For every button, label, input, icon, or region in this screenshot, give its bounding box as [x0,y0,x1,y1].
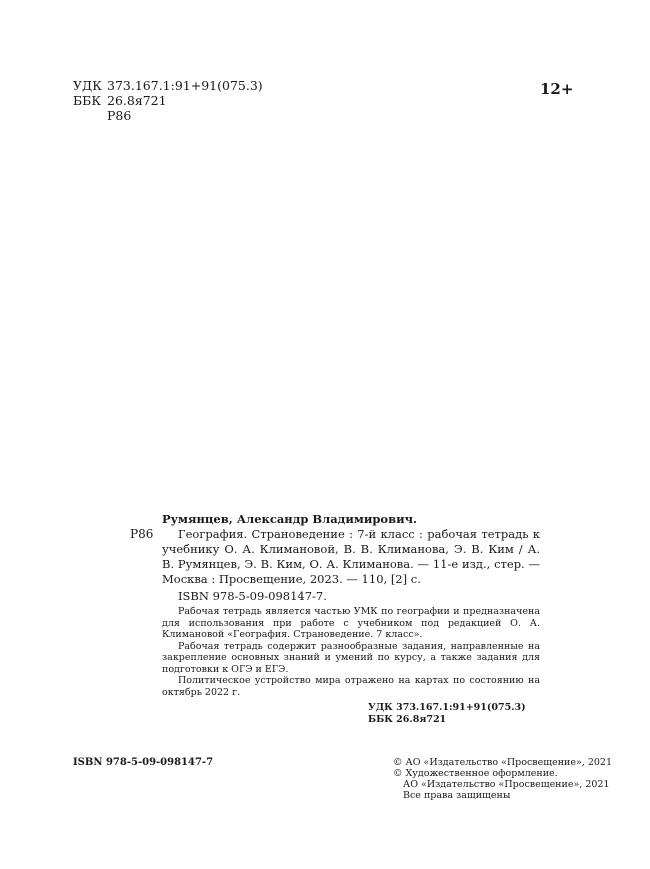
copyright-design-publisher: АО «Издательство «Просвещение», 2021 [403,779,610,790]
card-author: Румянцев, Александр Владимирович. [162,512,418,526]
udk-label: УДК [73,78,102,93]
card-description: География. Страноведение : 7-й класс : рабочая тетрадь к учебнику О. А. Климановой, В. В. Климанова, Э. В. Ким / А. В. Румянцев, Э. В. Ким, О. А. Климанова. — 11-е изд., стер. — Москва : Просвещение, 2023. — 110, [2] с. [162,527,540,586]
copyright-block [393,757,612,801]
udk-row [73,78,263,93]
annotation-paragraph: Рабочая тетрадь содержит разнообразные задания, направленные на закрепление основных знаний и умений по курсу, а также задания для подготовки к ОГЭ и ЕГЭ. [162,640,540,675]
card-udk: УДК 373.167.1:91+91(075.3) [368,702,526,713]
card-bbk: ББК 26.8я721 [368,713,447,725]
annotation-paragraph: Рабочая тетрадь является частью УМК по географии и предназначена для использования при работе с учебником под редакцией О. А. Климановой «География. Страноведение. 7 класс». [162,606,540,640]
catalog-card [130,512,540,725]
udk-value: 373.167.1:91+91(075.3) [107,78,263,93]
footer-isbn: ISBN 978-5-09-098147-7 [73,757,214,768]
annotation-paragraph: Политическое устройство мира отражено на картах по состоянию на октябрь 2022 г. [162,675,540,698]
card-cutter: Р86 [130,527,154,541]
cutter-code: Р86 [107,108,132,123]
cutter-row [73,108,263,123]
card-annotation [130,606,540,698]
card-codes [130,702,540,725]
classification-codes [73,78,263,123]
bbk-value: 26.8я721 [107,93,167,108]
age-rating: 12+ [540,80,574,98]
card-isbn: ISBN 978-5-09-098147-7. [178,589,327,603]
copyright-design: © Художественное оформление. [393,768,558,779]
bbk-label: ББК [73,93,102,108]
bbk-row [73,93,263,108]
rights-reserved: Все права защищены [403,790,511,801]
copyright-publisher: © АО «Издательство «Просвещение», 2021 [393,757,613,768]
